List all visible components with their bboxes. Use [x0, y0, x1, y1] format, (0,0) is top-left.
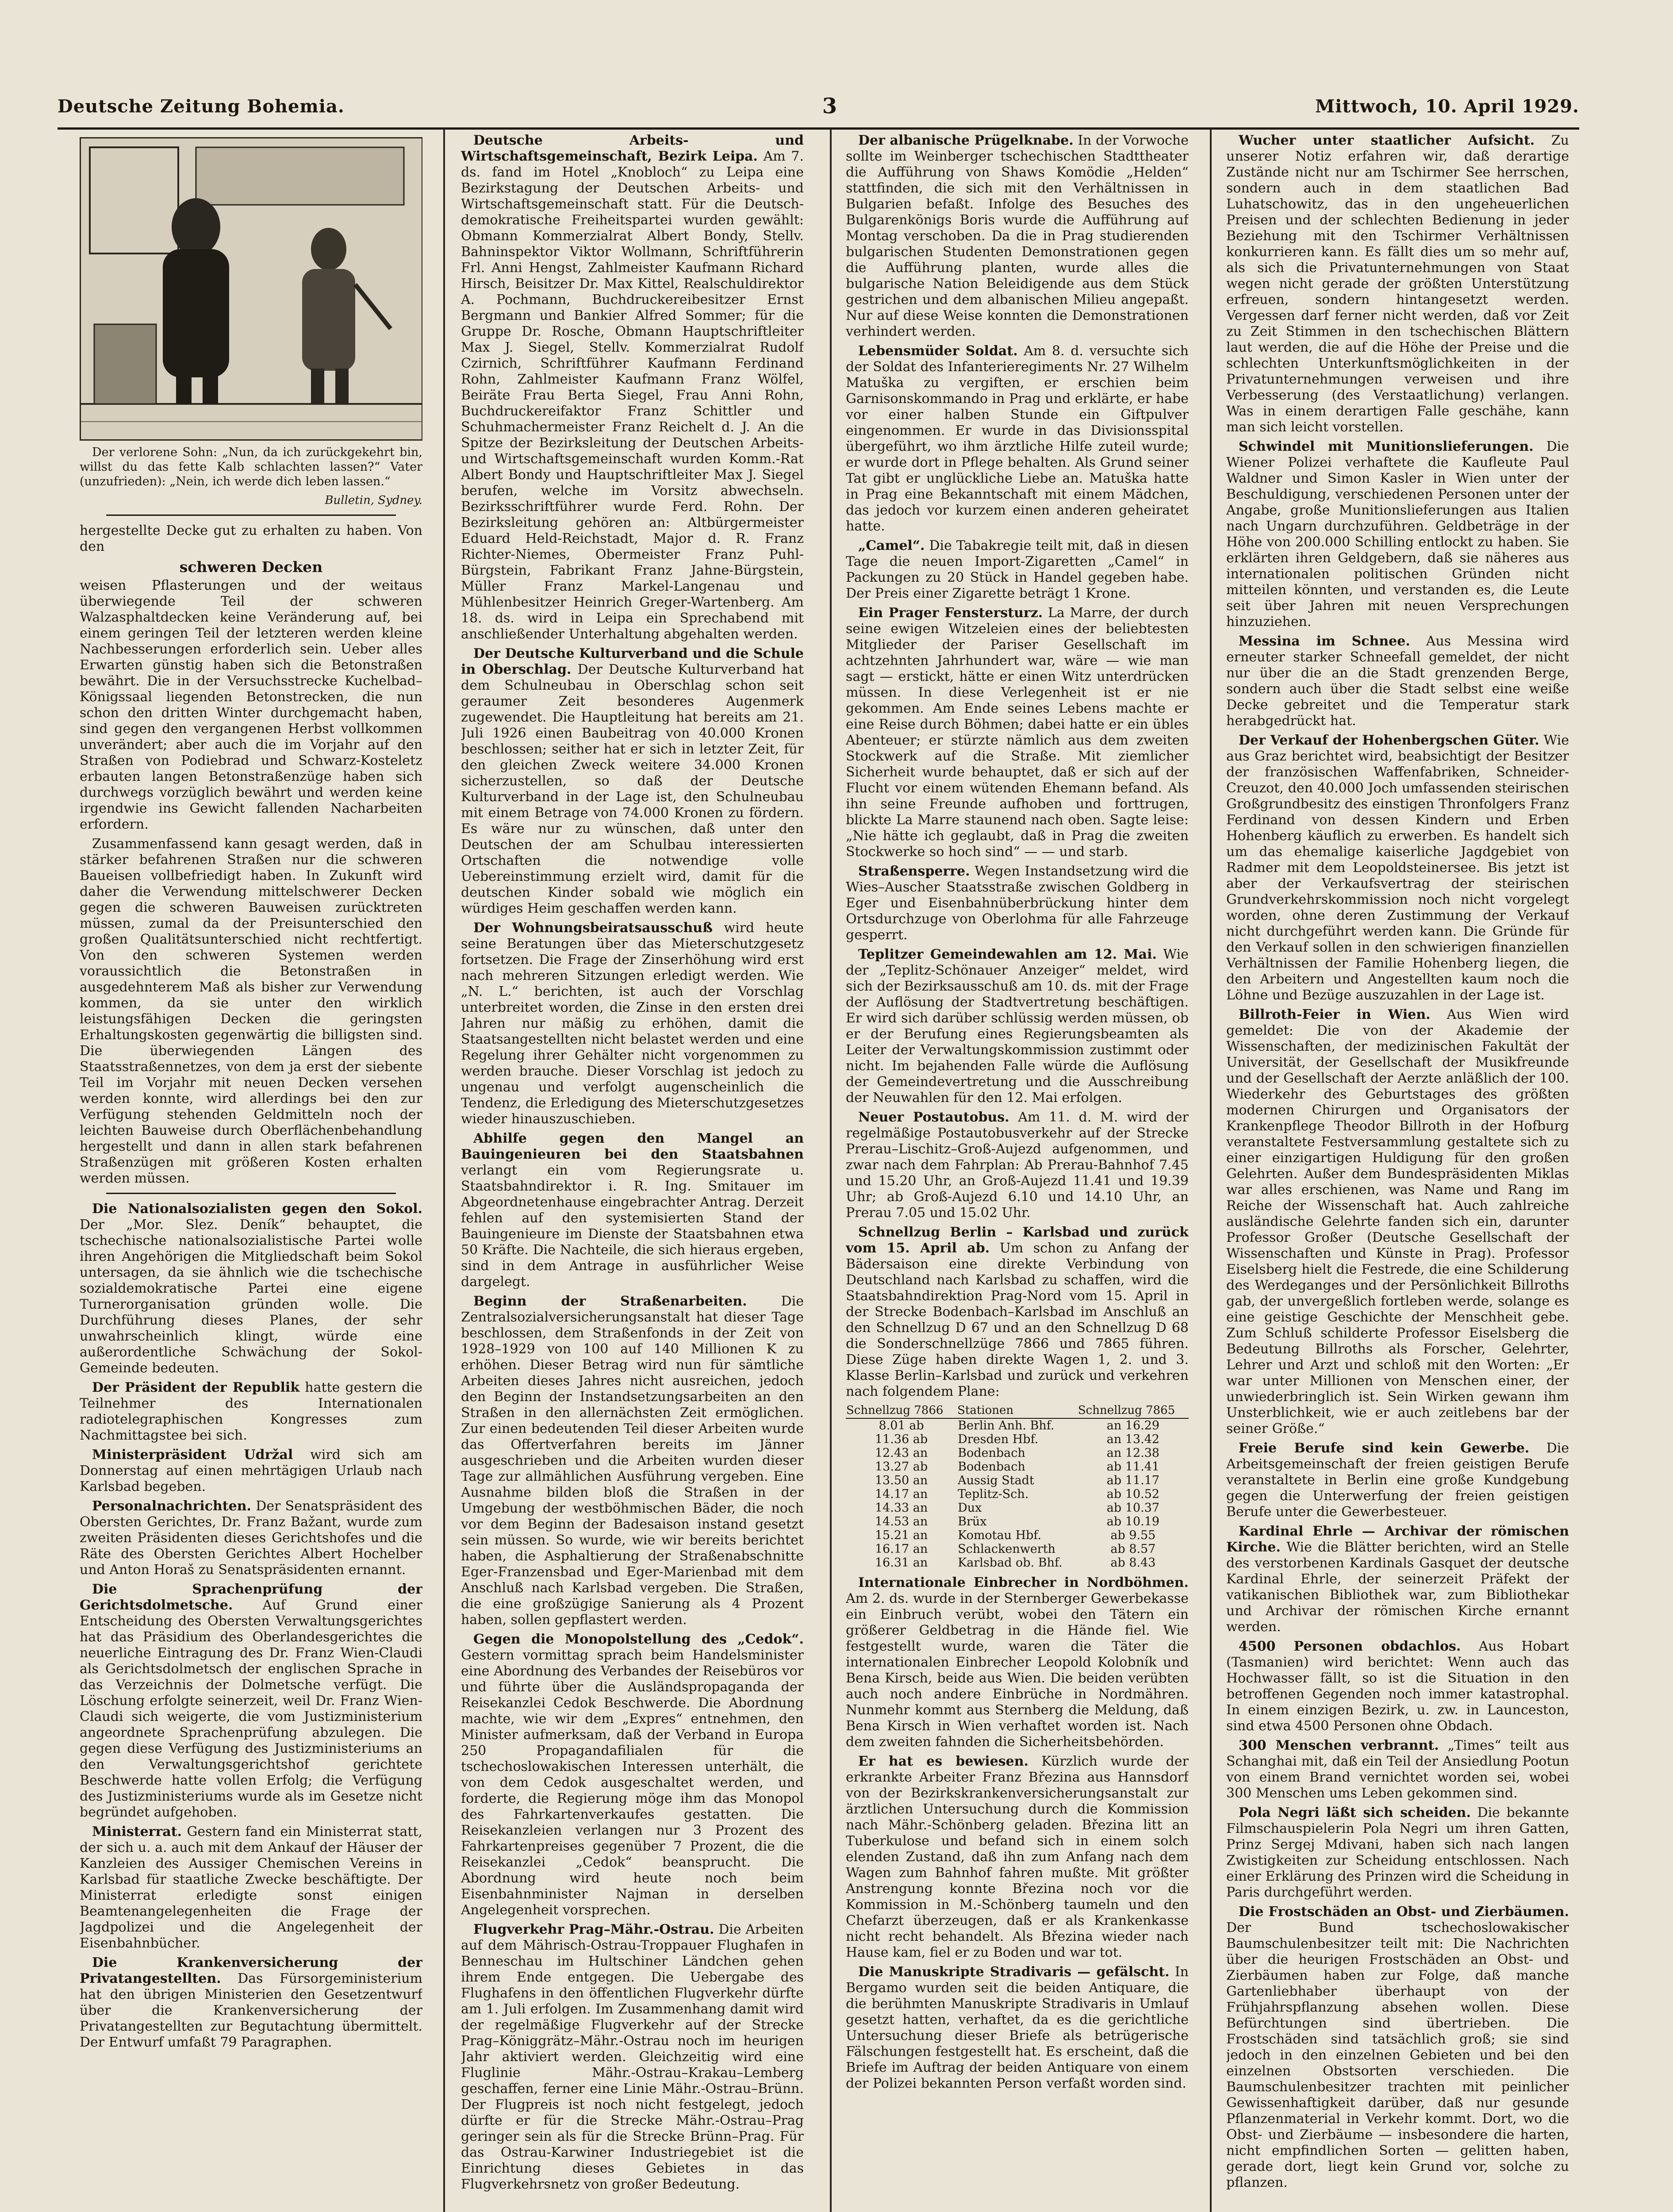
article-body: Am 8. d. versuchte sich der Soldat des Infanterieregiments Nr. 27 Wilhelm Matuška zu vergiften, er erschien beim Garnisonskommando in Prag und erklärte, er habe vor einer halben Stunde ein Giftpulver eingenommen. Er wurde in das Divisionsspital übergeführt, wo ihm ärztliche Hilfe zuteil wurde; er wurde dort in Pflege behalten. Als Grund seiner Tat gibt er unglückliche Liebe an. Matuška hatte in Prag eine Bekanntschaft mit einem Mädchen, das jedoch vor kurzem einen anderen geheiratet hatte.	[846, 343, 1189, 534]
article-body: wird sich am Donnerstag auf einen mehrtägigen Urlaub nach Karlsbad begeben.	[80, 1447, 422, 1494]
article-gemeindewahlen	[846, 947, 1189, 1106]
article-strassenarbeiten	[461, 1294, 804, 1628]
article-stradivari	[846, 1964, 1189, 2092]
masthead-rule	[58, 127, 1579, 130]
column-2	[461, 133, 804, 2212]
article-heading: Ministerpräsident Udržal	[92, 1447, 293, 1463]
article-heading: 4500 Personen obdachlos.	[1239, 1639, 1461, 1654]
article-heading: Pola Negri läßt sich scheiden.	[1239, 1805, 1471, 1820]
article-heading: Billroth-Feier in Wien.	[1239, 1007, 1431, 1022]
column-1	[80, 133, 422, 2212]
article-bauingenieure	[461, 1131, 804, 1290]
article-body: Die Zentralsozialversicherungsanstalt hat dieser Tage beschlossen, dem Straßenfonds in der Zeit von 1928–1929 von 100 auf 140 Millionen K zu erhöhen. Dieser Betrag wird nun für sämtliche Arbeiten dieses Jahres nicht ausreichen, jedoch den Beginn der Instandsetzungsarbeiten an den Straßen in den allernächsten Zeit ermöglichen. Zur einen bedeutenden Teil dieser Arbeiten wurde das Offertverfahren bereits im Jänner ausgeschrieben und die Arbeiten wurden dieser Tage zur allmählichen Ausführung vergeben. Eine Ausnahme bilden bloß die Straßen in der Umgebung der westböhmischen Bäder, die noch vor dem Beginn der Badesaison instand gesetzt sein müssen. So wurde, wie wir bereits berichtet haben, die Asphaltierung der Straßenabschnitte Eger-Franzensbad und Eger-Marienbad mit dem Anschluß nach Karlsbad vergeben. Die Straßen, die eine großzügige Sanierung als 4 Prozent haben, sollen gepflastert werden.	[461, 1294, 804, 1628]
table-row	[846, 1418, 1189, 1432]
station-cell: Dux	[958, 1501, 982, 1515]
departure-cell: 8.01 ab	[879, 1419, 924, 1432]
cartoon-drawing	[81, 138, 422, 439]
page-number: 3	[822, 94, 838, 119]
article-pruegelknabe	[846, 133, 1189, 340]
article-frostschaeden	[1226, 1904, 1569, 2191]
article-heading: Deutsche Arbeits- und Wirtschaftsgemeinschaft, Bezirk Leipa.	[461, 133, 804, 164]
cartoon-source: Bulletin, Sydney.	[325, 494, 422, 507]
column-divider	[1210, 129, 1212, 2212]
article-billroth	[1226, 1007, 1569, 1437]
article-heading: Beginn der Straßenarbeiten.	[473, 1294, 747, 1309]
article-body: Aus Messina wird erneuter starker Schneefall gemeldet, der nicht nur über die an die Stadt grenzenden Berge, sondern auch über die Stadt selbst eine weiße Decke gebreitet und die Temperatur stark herabgedrückt hat.	[1226, 634, 1569, 729]
departure-cell: 16.17 an	[875, 1542, 928, 1556]
article-body: Die Arbeitsgemeinschaft der freien geistigen Berufe veranstaltete in Berlin eine große Kundgebung gegen die Unterwerfung der freien geistigen Berufe unter die Gewerbesteuer.	[1226, 1440, 1569, 1520]
article-heading: Die Nationalsozialisten gegen den Sokol.	[92, 1201, 422, 1217]
article-body: Der Bund tschechoslowakischer Baumschulenbesitzer teilt mit: Die Nachrichten über die heurigen Frostschäden an Obst- und Zierbäumen haben zur Folge, daß manche Gartenliebhaber überhaupt von der Frühjahrspflanzung absehen wollen. Diese Befürchtungen sind übertrieben. Die Frostschäden sind tatsächlich groß; sie sind jedoch in den einzelnen Gebieten und bei den einzelnen Obstsorten verschieden. Die Baumschulenbesitzer trachten mit peinlicher Gewissenhaftigkeit darüber, daß nur gesunde Pflanzenmaterial in Verkehr kommt. Dort, wo die Obst- und Zierbäume — insbesondere die harten, nicht empfindlichen Sorten — gelitten haben, gerade dort, liegt kein Grund vor, solche zu pflanzen.	[1226, 1920, 1569, 2190]
article-heading: Flugverkehr Prag–Mähr.-Ostrau.	[473, 1922, 714, 1937]
article-body: Wie der „Teplitz-Schönauer Anzeiger“ meldet, wird sich der Bezirksausschuß am 10. ds. mit der Frage der Auflösung der Stadtvertretung beschäftigen. Er wird sich darüber schlüssig werden müssen, ob er der Berufung eines Regierungsbeamten als Leiter der Verwaltungskommission zustimmt oder nicht. Im bejahenden Falle würde die Auflösung der Gemeindevertretung und die Ausschreibung der Neuwahlen für den 12. Mai erfolgen.	[846, 947, 1189, 1106]
article-munition	[1226, 439, 1569, 630]
article-heading: Messina im Schnee.	[1239, 634, 1410, 649]
article-body: Aus Wien wird gemeldet: Die von der Akademie der Wissenschaften, der medizinischen Fakultät der Universität, der Gesellschaft der Musikfreunde und der Gesellschaft der Aerzte anläßlich der 100. Wiederkehr des Geburtstages des größten modernen Chirurgen und Organisators der Krankenpflege Theodor Billroth in der Hofburg veranstaltete Festversammlung gestaltete sich zu einer einzigartigen Huldigung für den großen Gelehrten. Außer dem Bundespräsidenten Miklas war alles erschienen, was Name und Rang im Reiche der Wissenschaft hat. Auch zahlreiche ausländische Gelehrte fanden sich ein, darunter Professor Großer (Deutsche Gesellschaft der Wissenschaften und Künste in Prag). Professor Eiselsberg hielt die Festrede, die eine Schilderung des Werdeganges und der Persönlichkeit Billroths gab, der unvergeßlich fortleben werde, solange es eine geistige Geschichte der Menschheit gebe. Zum Schluß schilderte Professor Eiselsberg die Bedeutung Billroths als Forscher, Gelehrter, Lehrer und Arzt und schloß mit den Worten: „Er war unter Millionen von Menschen einer, der unwiederbringlich ist. Sein Wirken gewann ihm Unsterblichkeit, wie er auch zeitlebens bar der seiner Größe.“	[1226, 1007, 1569, 1436]
article-verbrannt	[1226, 1738, 1569, 1801]
article-heading: Die Frostschäden an Obst- und Zierbäumen.	[1239, 1904, 1569, 1920]
article-body: Am 2. ds. wurde in der Sternberger Gewerbekasse ein Einbruch verübt, wobei den Tätern ein größerer Geldbetrag in die Hände fiel. Wie festgestellt wurde, waren die Täter die internationalen Einbrecher Leopold Kolobník und Bena Kirsch, beide aus Wien. Die beiden verübten auch noch andere Einbrüche in Nordmähren. Nunmehr kommt aus Sternberg die Meldung, daß Bena Kirsch in Wien verhaftet worden ist. Nach dem zweiten fahnden die Sicherheitsbehörden.	[846, 1591, 1189, 1750]
train-schedule-table	[846, 1403, 1189, 1570]
article-schnellzug	[846, 1225, 1189, 1400]
article-kulturverband	[461, 646, 804, 917]
table-row	[846, 1460, 1189, 1474]
departure-cell: 13.50 an	[875, 1474, 928, 1487]
article-obdachlos	[1226, 1639, 1569, 1734]
article-heading: Personalnachrichten.	[92, 1498, 251, 1514]
article-body: Wegen Instandsetzung wird die Wies–Auscher Staatsstraße zwischen Goldberg in Eger und Eisenbahnüberbrückung hinter dem Ortsdurchzuge von Oberlohma für alle Fahrzeuge gesperrt.	[846, 864, 1189, 943]
article-body: La Marre, der durch seine ewigen Witzeleien eines der beliebtesten Mitglieder der Pariser Gesellschaft im achtzehnten Jahrhundert war, wäre — wie man sagt — erstickt, hätte er einen Witz unterdrücken müssen. In diese Verlegenheit ist er nie gekommen. Am Ende seines Lebens machte er eine Reise durch Böhmen; dabei hatte er ein übles Abenteuer; er stürzte nämlich aus dem zweiten Stockwerk auf die Straße. Mit ziemlicher Sicherheit wurde behauptet, daß er sich auf der Flucht vor einem wütenden Ehemann befand. Als ihn seine Freunde aufhoben und forttrugen, blickte La Marre staunend nach oben. Sagte leise: „Nie hätte ich geglaubt, daß in Prag die zweiten Stockwerke so hoch sind“ — — und starb.	[846, 605, 1189, 860]
article-body: In der Vorwoche sollte im Weinberger tschechischen Stadttheater die Aufführung von Shaws Komödie „Helden“ stattfinden, die sich mit den Verhältnissen in Bulgarien befaßt. Infolge des Besuches des Bulgarenkönigs Boris wurde die Aufführung auf Montag verschoben. Da die in Prag studierenden bulgarischen Studenten Demonstrationen gegen die Aufführung planten, wurde alles die bulgarische Nation Beleidigende aus dem Stück gestrichen und dem albanischen Milieu angepaßt. Nur auf diese Weise konnten die Demonstrationen verhindert werden.	[846, 133, 1189, 339]
article-body: „Times“ teilt aus Schanghai mit, daß ein Teil der Ansiedlung Pootun von einem Brand vernichtet worden sei, wobei 300 Menschen ums Leben gekommen sind.	[1226, 1738, 1569, 1801]
article-freie-berufe	[1226, 1440, 1569, 1520]
masthead-date: Mittwoch, 10. April 1929.	[1315, 96, 1579, 117]
article-body: Um schon zu Anfang der Bädersaison eine direkte Verbindung von Deutschland nach Karlsbad zu schaffen, wird die Staatsbahndirektion Prag-Nord vom 15. April in der Strecke Bodenbach–Karlsbad im Anschluß an den Schnellzug D 67 und an den Schnellzug D 68 die Sonderschnellzüge 7866 und 7865 führen. Diese Züge haben direkte Wagen 1, 2. und 3. Klasse Berlin–Karlsbad und zurück und verkehren nach folgendem Plane:	[846, 1240, 1189, 1399]
article-body: Der Senatspräsident des Obersten Gerichtes, Dr. Franz Bažant, wurde zum zweiten Präsidenten dieses Gerichtshofes und die Räte des Obersten Gerichtes Albert Hochelber und Anton Horaš zu Senatspräsidenten ernannt.	[80, 1498, 422, 1578]
column-header: Schnellzug 7865	[1078, 1403, 1189, 1418]
article-body: In Bergamo wurden seit die beiden Antiquare, die die berühmten Manuskripte Stradivaris in Umlauf gesetzt hatten, verhaftet, da es die gerichtliche Untersuchung dieser Briefe als betrügerische Fälschungen festgestellt hat. Es erscheint, daß die Briefe im Auftrag der beiden Antiquare von einem der Polizei bekannten Person verfaßt worden sind.	[846, 1964, 1189, 2091]
article-heading: Internationale Einbrecher in Nordböhmen.	[858, 1575, 1189, 1590]
article-heading: Wucher unter staatlicher Aufsicht.	[1239, 133, 1535, 148]
table-header-row	[846, 1403, 1189, 1418]
article-body: wird heute seine Beratungen über das Mieterschutzgesetz fortsetzen. Die Frage der Zinserhöhung wird erst nach mehreren Sitzungen erledigt werden. Wie „N. L.“ berichten, ist auch der Vorschlag unterbreitet worden, die Zinse in den ersten drei Jahren nur mäßig zu erhöhen, damit die Staatsangestellten nicht belastet werden und eine Regelung ihrer Gehälter nicht vorgenommen zu werden brauche. Dieser Vorschlag ist jedoch zu ungenau und verfolgt augenscheinlich die Tendenz, die Erledigung des Mieterschutzgesetzes wieder hinauszuschieben.	[461, 920, 804, 1127]
article-body: Der Deutsche Kulturverband hat dem Schulneubau in Oberschlag schon seit geraumer Zeit besonderes Augenmerk zugewendet. Die Hauptleitung hat bereits am 21. Juli 1926 einen Baubeitrag von 40.000 Kronen beschlossen; seither hat er sich in letzter Zeit, für den gleichen Zweck weitere 34.000 Kronen sicherzustellen, so daß der Deutsche Kulturverband in der Lage ist, den Schulneubau mit einem Betrage von 74.000 Kronen zu fördern. Es wäre nur zu wünschen, daß unter den Deutschen der am Schulbau interessierten Ortschaften die notwendige volle Uebereinstimmung erzielt wird, damit für die deutschen Kinder sobald wie möglich ein würdiges Heim geschaffen werden kann.	[461, 662, 804, 916]
departure-cell: 14.53 an	[875, 1515, 928, 1528]
article-praesident	[80, 1380, 422, 1444]
station-cell: Dresden Hbf.	[958, 1432, 1039, 1446]
article-heading: Straßensperre.	[858, 864, 970, 879]
article-personalnachrichten	[80, 1498, 422, 1578]
station-cell: Teplitz-Sch.	[958, 1487, 1029, 1501]
column-divider	[830, 129, 832, 2212]
article-heading: Der albanische Prügelknabe.	[858, 133, 1074, 148]
article-heading: Gegen die Monopolstellung des „Cedok“.	[473, 1632, 804, 1647]
station-cell: Schlackenwerth	[958, 1542, 1055, 1556]
article-heading: Der Präsident der Republik	[92, 1380, 300, 1395]
article-heading: Ministerrat.	[92, 1824, 182, 1839]
article-strassensperre	[846, 864, 1189, 943]
article-fenstersturz	[846, 605, 1189, 860]
arrival-cell: an 13.42	[1106, 1432, 1160, 1446]
article-hohenberg	[1226, 733, 1569, 1003]
article-heading: Der Verkauf der Hohenbergschen Güter.	[1239, 733, 1539, 748]
article-wucher	[1226, 133, 1569, 435]
column-3	[846, 133, 1189, 2212]
article-krankenversicherung	[80, 1955, 422, 2051]
article-heading: „Camel“.	[858, 538, 925, 553]
departure-cell: 14.17 an	[875, 1487, 928, 1501]
departure-cell: 13.27 ab	[875, 1460, 928, 1474]
article-heading: Die Sprachenprüfung der Gerichtsdolmetsche.	[80, 1582, 422, 1613]
arrival-cell: ab 10.19	[1106, 1515, 1160, 1528]
article-heading: Schnellzug Berlin – Karlsbad und zurück vom 15. April ab.	[846, 1225, 1189, 1256]
arrival-cell: ab 9.55	[1110, 1528, 1156, 1542]
article-body: Die Tabakregie teilt mit, daß in diesen Tage die neuen Import-Zigaretten „Camel“ in Packungen zu 20 Stück in Handel gegeben habe. Der Preis einer Zigarette beträgt 1 Krone.	[846, 538, 1189, 601]
departure-cell: 12.43 an	[875, 1446, 928, 1460]
table-row	[846, 1542, 1189, 1556]
station-cell: Bodenbach	[958, 1446, 1025, 1460]
table-row	[846, 1501, 1189, 1515]
article-body: Auf Grund einer Entscheidung des Obersten Verwaltungsgerichtes hat das Präsidium des Oberlandesgerichtes die neuerliche Eintragung des Dr. Franz Wien-Claudi als Gerichtsdolmetsch der englischen Sprache in das Verzeichnis der Dolmetsche verfügt. Die Löschung erfolgte seinerzeit, weil Dr. Franz Wien-Claudi sich weigerte, die vom Justizministerium angeordnete Sprachenprüfung abzulegen. Die gegen diese Verfügung des Justizministeriums an den Verwaltungsgerichtshof gerichtete Beschwerde hatte vollen Erfolg; die Verfügung des Justizministeriums wurde als im Gesetze nicht begründet aufgehoben.	[80, 1598, 422, 1820]
table-row	[846, 1528, 1189, 1542]
article-heading: Die Manuskripte Stradivaris — gefälscht.	[858, 1964, 1170, 1980]
article-body: Das Fürsorgeministerium hat den übrigen Ministerien den Gesetzentwurf über die Krankenversicherung der Privatangestellten zur Begutachtung übermittelt. Der Entwurf umfaßt 79 Paragraphen.	[80, 1971, 422, 2050]
article-body: Die bekannte Filmschauspielerin Pola Negri um ihren Gatten, Prinz Sergej Mdivani, haben sich nach langen Zwistigkeiten zur Scheidung entschlossen. Nach einer Erklärung des Prinzen wird die Scheidung in Paris durchgeführt werden.	[1226, 1805, 1569, 1900]
article-ministerrat	[80, 1824, 422, 1951]
schedule-rows	[846, 1418, 1189, 1570]
station-cell: Berlin Anh. Bhf.	[958, 1419, 1055, 1432]
article-messina	[1226, 634, 1569, 729]
table-row	[846, 1474, 1189, 1487]
arrival-cell: ab 11.17	[1106, 1474, 1160, 1487]
article-body: Am 11. d. M. wird der regelmäßige Postautobusverkehr auf der Strecke Prerau–Lischitz–Groß-Aujezd aufgenommen, und zwar nach dem Fahrplan: Ab Prerau-Bahnhof 7.45 und 15.20 Uhr, an Groß-Aujezd 11.41 und 19.39 Uhr; ab Groß-Aujezd 6.10 und 14.10 Uhr, an Prerau 7.05 und 15.02 Uhr.	[846, 1110, 1189, 1221]
arrival-cell: an 12.38	[1106, 1446, 1160, 1460]
departure-cell: 14.33 an	[875, 1501, 928, 1515]
arrival-cell: ab 8.57	[1110, 1542, 1156, 1556]
masthead-title: Deutsche Zeitung Bohemia.	[58, 96, 345, 117]
departure-cell: 16.31 an	[875, 1556, 928, 1570]
article-body: verlangt ein vom Regierungsrate u. Staatsbahndirektor i. R. Ing. Smitauer im Abgeordnetenhause eingebrachter Antrag. Derzeit fehlen auf den systemisierten Stand der Bauingenieure im Dienste der Staatsbahnen etwa 50 Kräfte. Die Nachteile, die sich hieraus ergeben, sind in dem Antrage in ausführlicher Weise dargelegt.	[461, 1163, 804, 1290]
article-heading: Der Deutsche Kulturverband und die Schule in Oberschlag.	[461, 646, 804, 677]
article-ministerpraesident	[80, 1447, 422, 1495]
station-cell: Bodenbach	[958, 1460, 1025, 1474]
section-rule	[106, 1193, 396, 1194]
cartoon-caption: Der verlorene Sohn: „Nun, da ich zurückgekehrt bin, willst du das fette Kalb schlachten lassen?“ Vater (unzufrieden): „Nein, ich werde dich leben lassen.“	[80, 445, 422, 488]
article-heading: Der Wohnungsbeiratsausschuß	[473, 920, 713, 936]
article-heading: Ein Prager Fenstersturz.	[858, 605, 1043, 621]
arrival-cell: ab 10.37	[1106, 1501, 1160, 1515]
table-row	[846, 1556, 1189, 1570]
departure-cell: 15.21 an	[875, 1528, 928, 1542]
article-heading: Lebensmüder Soldat.	[858, 343, 1018, 359]
station-cell: Komotau Hbf.	[958, 1528, 1042, 1542]
article-body: Kürzlich wurde der erkrankte Arbeiter Franz Březina aus Hannsdorf von der Bezirkskrankenversicherungsanstalt zur ärztlichen Untersuchung durch die Kommission nach Mähr.-Schönberg geladen. Březina litt an Tuberkulose und befand sich in einem solch elenden Zustand, daß ihn zum Anfang nach dem Wagen zum Bahnhof fahren mußte. Mit größter Anstrengung konnte Březina noch vor die Kommission in M.-Schönberg taumeln und den Chefarzt überzeugen, daß er als Krankenkasse nicht recht behandelt. Als Březina wieder nach Hause kam, fiel er zu Boden und war tot.	[846, 1754, 1189, 1960]
article-body: Am 7. ds. fand im Hotel „Knobloch“ zu Leipa eine Bezirkstagung der Deutschen Arbeits- und Wirtschaftsgemeinschaft statt. Für die Deutsch-demokratische Freiheitspartei wurden gewählt: Obmann Kommerzialrat Albert Bondy, Stellv. Bahninspektor Viktor Wollmann, Schriftführerin Frl. Anni Hengst, Zahlmeister Kaufmann Richard Hirsch, Beisitzer Dr. Max Kittel, Realschuldirektor A. Pochmann, Buchdruckereibesitzer Ernst Bergmann und Bankier Alfred Sommer; für die Gruppe Dr. Rosche, Obmann Hauptschriftleiter Max J. Siegel, Stellv. Kommerzialrat Rudolf Czirnich, Schriftführer Kaufmann Ferdinand Rohn, Zahlmeister Kaufmann Franz Wölfel, Beiräte Frau Berta Siegel, Frau Anni Rohn, Buchdruckereifaktor Franz Schittler und Schuhmachermeister Franz Reichelt d. J. An die Spitze der Bezirksleitung der Deutschen Arbeits- und Wirtschaftsgemeinschaft wurden Komm.-Rat Albert Bondy und Hauptschriftleiter Max J. Siegel berufen, welche im Vorsitz abwechseln. Bezirksschriftführer wurde Ferd. Rohn. Der Bezirksleitung gehören an: Altbürgermeister Eduard Held-Reichstadt, Major d. R. Franz Richter-Niemes, Obermeister Franz Puhl-Bürgstein, Fabrikant Franz Jahne-Bürgstein, Müller Franz Markel-Langenau und Mühlenbesitzer Heinrich Greger-Wartenberg. Am 18. ds. wird in Leipa ein Sprechabend mit anschließender Unterhaltung abgehalten werden.	[461, 149, 804, 642]
article-body: Wie aus Graz berichtet wird, beabsichtigt der Besitzer der französischen Waffenfabriken, Schneider-Creuzot, den 40.000 Joch umfassenden steirischen Großgrundbesitz des einstigen Thronfolgers Franz Ferdinand von dessen Kindern und Erben Hohenberg käuflich zu erwerben. Es handelt sich um das ehemalige kaiserliche Jagdgebiet von Radmer mit dem Leopoldsteinersee. Bis jetzt ist aber der Verkaufsvertrag der steirischen Grundverkehrskommission noch nicht vorgelegt worden, ohne deren Zustimmung der Verkauf nicht durchgeführt werden kann. Die Gründe für den Verkauf sollen in den schwierigen finanziellen Verhältnissen der Familie Hohenberg liegen, die den Arbeitern und Angestellten kaum noch die Löhne und Bezüge auszuzahlen in der Lage ist.	[1226, 733, 1569, 1003]
masthead	[58, 88, 1579, 124]
station-cell: Aussig Stadt	[958, 1474, 1034, 1487]
table-row	[846, 1515, 1189, 1528]
article-subheading: schweren Decken	[179, 558, 323, 576]
article-pola-negri	[1226, 1805, 1569, 1901]
arrival-cell: an 16.29	[1106, 1419, 1160, 1432]
article-heading: Schwindel mit Munitionslieferungen.	[1239, 439, 1534, 454]
article-paragraph: Zusammenfassend kann gesagt werden, daß in stärker befahrenen Straßen nur die schweren Baueisen vollbefriedigt haben. In Zukunft wird daher die Verwendung mittelschwerer Decken gegen die schweren Bauweisen zurücktreten müssen, zumal da der Preisunterschied den großen Qualitätsunterschied nicht rechtfertigt. Von den schweren Systemen werden voraussichtlich die Betonstraßen in ausgedehnterem Maß als bisher zur Verwendung kommen, da sie unter den wirklich leistungsfähigen Decken die geringsten Erhaltungskosten gegenwärtig die billigsten sind. Die überwiegenden Längen des Staatsstraßennetzes, von dem ja erst der siebente Teil im Vorjahr mit neuen Decken versehen werden konnte, wird allerdings bei den zur Verfügung stehenden Geldmitteln noch der leichten Bauweise durch Oberflächenbehandlung hergestellt und dann in allen stark befahrenen Straßenzügen mit größeren Kosten erhalten werden müssen.	[80, 836, 422, 1186]
article-nationalsozialisten	[80, 1201, 422, 1376]
article-heading: Freie Berufe sind kein Gewerbe.	[1239, 1440, 1530, 1456]
table-row	[846, 1446, 1189, 1460]
article-arbeitsgemeinschaft	[461, 133, 804, 642]
column-4	[1226, 133, 1569, 2212]
station-cell: Brüx	[958, 1515, 987, 1528]
article-heading: Die Krankenversicherung der Privatangestellten.	[80, 1955, 422, 1986]
article-body: Der „Mor. Slez. Deník“ behauptet, die tschechische nationalsozialistische Partei wolle ihren Angehörigen die Mitgliedschaft beim Sokol untersagen, da sie ähnlich wie die tschechische sozialdemokratische Partei eine eigene Turnerorganisation gründen wolle. Die Durchführung dieses Planes, der sehr unwahrscheinlich klingt, würde eine außerordentliche Schwächung der Sokol-Gemeinde bedeuten.	[80, 1217, 422, 1376]
arrival-cell: ab 8.43	[1110, 1556, 1156, 1570]
article-heading: Teplitzer Gemeindewahlen am 12. Mai.	[858, 947, 1157, 962]
article-body: hatte gestern die Teilnehmer des Internationalen radiotelegraphischen Kongresses zum Nachmittagstee bei sich.	[80, 1380, 422, 1443]
article-continuation: hergestellte Decke gut zu erhalten zu haben. Von den	[80, 523, 422, 554]
article-bewiesen	[846, 1754, 1189, 1961]
table-row	[846, 1487, 1189, 1501]
table-row	[846, 1432, 1189, 1446]
departure-cell: 11.36 ab	[875, 1432, 928, 1446]
article-body: Aus Hobart (Tasmanien) wird berichtet: Wenn auch das Hochwasser fällt, so ist die Situation in den betroffenen Gegenden noch immer katastrophal. In einem einzigen Bezirk, u. zw. in Launceston, sind etwa 4500 Personen ohne Obdach.	[1226, 1639, 1569, 1734]
article-wohnungsbeirat	[461, 920, 804, 1127]
article-body: Zu unserer Notiz erfahren wir, daß derartige Zustände nicht nur am Tschirmer See herrschen, sondern auch in dem staatlichen Bad Luhatschowitz, das in den ungeheuerlichen Preisen und der schlechten Bedienung in jeder Beziehung mit den Tschirmer Verhältnissen konkurrieren kann. Es fällt dies um so mehr auf, als sich die Privatunternehmungen von Staat wegen nicht gerade der größten Unterstützung erfreuen, sondern hintangesetzt werden. Vergessen darf ferner nicht werden, daß vor Zeit zu Zeit Stimmen in den tschechischen Blättern laut werden, die auf die Höhe der Preise und die schlechten Unterkunftsmöglichkeiten in der Privatunternehmungen verweisen und ihre Verbesserung (des Verstaatlichung) verlangen. Was in einem derartigen Falle geschähe, kann man sich leicht vorstellen.	[1226, 133, 1569, 435]
column-header: Schnellzug 7866	[846, 1403, 957, 1418]
arrival-cell: ab 10.52	[1106, 1487, 1160, 1501]
article-body: Die Wiener Polizei verhaftete die Kaufleute Paul Waldner und Simon Kasler in Wien unter der Beschuldigung, verschiedenen Personen unter der Angabe, große Munitionslieferungen aus Italien nach Ungarn durchzuführen. Geldbeträge in der Höhe von 200.000 Schilling entlockt zu haben. Sie erklärten ihren Geldgebern, daß sie näheres aus internationalen politischen Gründen nicht mitteilen könnten, und verstanden es, die Leute seit über Jahren mit neuen Versprechungen hinzuziehen.	[1226, 439, 1569, 630]
article-heading: Abhilfe gegen den Mangel an Bauingenieuren bei den Staatsbahnen	[461, 1131, 804, 1162]
article-heading: Kardinal Ehrle — Archivar der römischen Kirche.	[1226, 1524, 1569, 1555]
article-heading: Er hat es bewiesen.	[858, 1754, 1028, 1769]
article-heading: 300 Menschen verbrannt.	[1239, 1738, 1439, 1753]
article-soldat	[846, 343, 1189, 534]
article-kardinal	[1226, 1524, 1569, 1635]
column-header: Stationen	[957, 1403, 1078, 1418]
article-body: Gestern vormittag sprach beim Handelsminister eine Abordnung des Verbandes der Reisebüros vor und führte über die Ausländspropaganda der Reisekanzlei Cedok Beschwerde. Die Abordnung machte, wie wir dem „Expres“ entnehmen, den Minister aufmerksam, daß der Verband in Europa 250 Propagandafilialen für die tschechoslowakischen Interessen unterhält, die von dem Cedok ausgeschaltet werden, und forderte, die Regierung möge ihm das Monopol des Fahrkartenverkaufes gestatten. Die Reisekanzleien verlangen nur 3 Prozent des Fahrkartenpreises gegenüber 7 Prozent, die die Reisekanzlei „Cedok“ beansprucht. Die Abordnung wird heute noch beim Eisenbahnminister Najman in derselben Angelegenheit vorsprechen.	[461, 1647, 804, 1918]
article-body: Gestern fand ein Ministerrat statt, der sich u. a. auch mit dem Ankauf der Häuser der Kanzleien des Aussiger Chemischen Vereins in Karlsbad für staatliche Zwecke beschäftigte. Der Ministerrat erledigte sonst einigen Beamtenangelegenheiten die Frage der Jagdpolizei und die Angelegenheit der Eisenbahnbücher.	[80, 1824, 422, 1951]
cartoon-illustration	[80, 137, 422, 441]
article-body: Die Arbeiten auf dem Mährisch-Ostrau-Troppauer Flughafen in Benneschau im Hultschiner Ländchen gehen ihrem Ende entgegen. Die Uebergabe des Flughafens in den öffentlichen Flugverkehr dürfte am 1. Juli erfolgen. Im Zusammenhang damit wird der regelmäßige Flugverkehr auf der Strecke Prag–Königgrätz–Mähr.-Ostrau noch im heurigen Jahr aktiviert werden. Gleichzeitig wird eine Fluglinie Mähr.-Ostrau–Krakau–Lemberg geschaffen, ferner eine Linie Mähr.-Ostrau–Brünn. Der Flugpreis ist noch nicht festgelegt, jedoch dürfte er für die Strecke Mähr.-Ostrau–Prag geringer sein als für die Strecke Brünn–Prag. Für das Ostrau-Karwiner Industriegebiet ist die Einrichtung dieses Gebietes in das Flugverkehrsnetz von großer Bedeutung.	[461, 1922, 804, 2192]
section-rule	[106, 515, 396, 516]
article-flugverkehr	[461, 1922, 804, 2193]
article-sprachenpruefung	[80, 1582, 422, 1820]
column-divider	[443, 129, 445, 2212]
article-postautobus	[846, 1110, 1189, 1221]
article-cedok	[461, 1632, 804, 1918]
article-camel	[846, 538, 1189, 602]
article-paragraph: weisen Pflasterungen und der weitaus überwiegende Teil der schweren Walzasphaltdecken keine Veränderung auf, bei einem geringen Teil der letzteren werden kleine Nachbesserungen erforderlich sein. Ueber alles Erwarten günstig haben sich die Betonstraßen bewährt. Die in der Versuchsstrecke Kuchelbad–Königssaal liegenden Betonstrecken, die nun schon den dritten Winter durchgemacht haben, sind gegen den vergangenen Herbst vollkommen unverändert; aber auch die im Vorjahr auf den Straßen von Podiebrad und Schwarz-Kosteletz erbauten langen Betonstraßenzüge haben sich durchwegs vorzüglich bewährt und werden keine irgendwie ins Gewicht fallenden Nacharbeiten erfordern.	[80, 578, 422, 832]
arrival-cell: ab 11.41	[1106, 1460, 1160, 1474]
article-heading: Neuer Postautobus.	[858, 1110, 1009, 1125]
article-body: Wie die Blätter berichten, wird an Stelle des verstorbenen Kardinals Gasquet der deutsche Kardinal Ehrle, der seinerzeit Präfekt der vatikanischen Bibliothek war, zum Bibliothekar und Archivar der römischen Kirche ernannt werden.	[1226, 1540, 1569, 1635]
station-cell: Karlsbad ob. Bhf.	[958, 1556, 1063, 1570]
article-einbrecher	[846, 1575, 1189, 1750]
